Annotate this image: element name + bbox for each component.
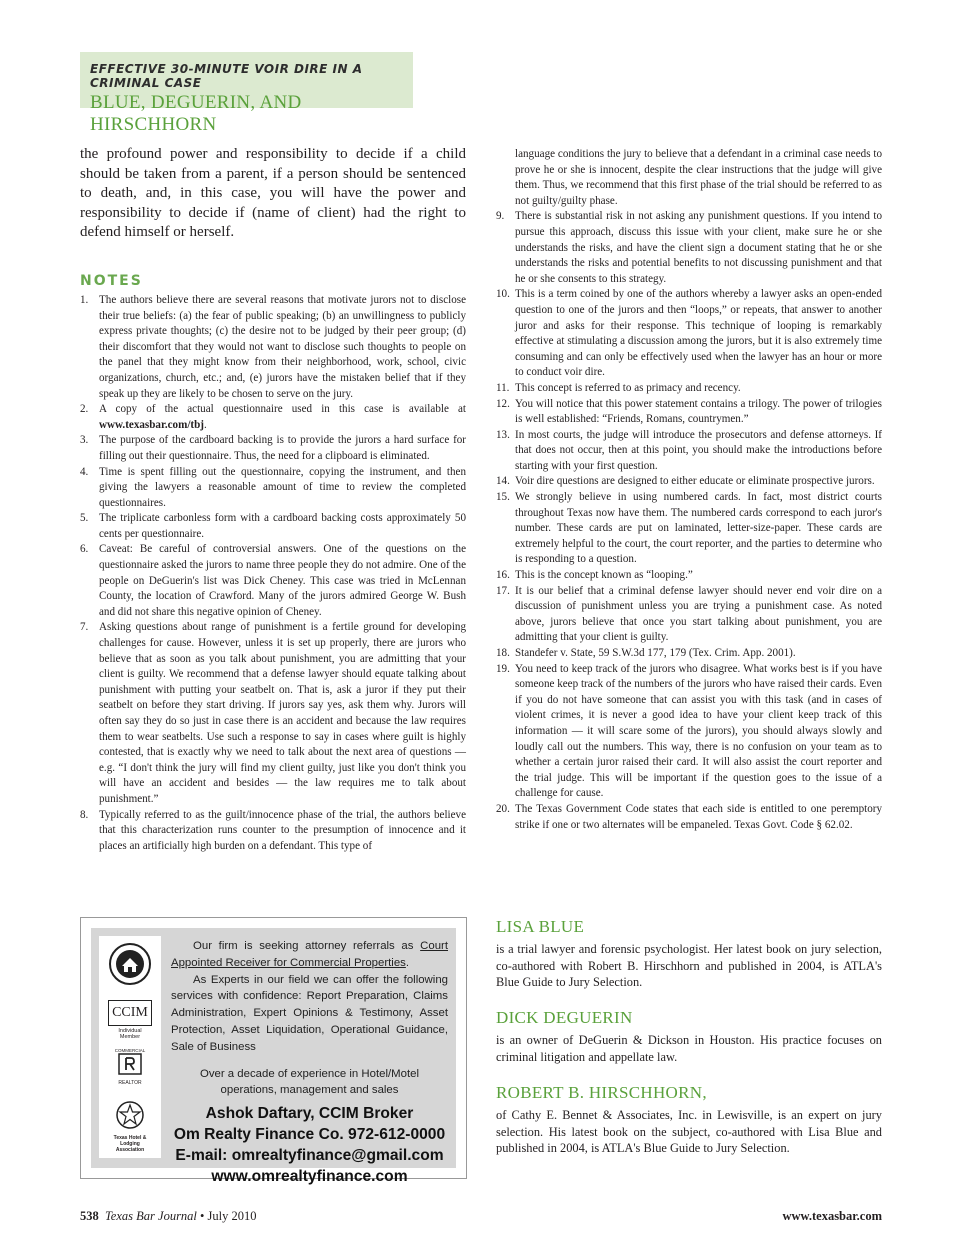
note-text: This concept is referred to as primacy and recency. xyxy=(515,381,741,394)
note-text: You will notice that this power statement contains a trilogy. The power of trilogies is well established: “Friends, Romans, countrymen.” xyxy=(515,397,882,426)
note-number: 11. xyxy=(496,381,510,394)
note-item xyxy=(496,428,882,475)
note-text: Time is spent filling out the questionnaire, copying the instrument, and then giving the lawyers a reasonable amount of time to review the completed questionnaires. xyxy=(99,465,466,509)
note-text: Caveat: Be careful of controversial answers. One of the questions on the questionnaire asked the jurors to name three people they do not admire. One of the people on DeGuerin's list was Dick Cheney. This case was tried in McLennan County, the location of Crawford. Many of the jurors admired George W. Bush and did not share this negative opinion of Cheney. xyxy=(99,543,466,618)
questionnaire-link[interactable]: www.texasbar.com/tbj xyxy=(99,418,204,431)
note-text: There is substantial risk in not asking any punishment questions. If you intend to pursue this approach, discuss this issue with your client, make sure he or she understands the risks, and have the client sign a document stating that he or she understands the risks and potential benefits to not discussing punishment and that he or she consents to this strategy. xyxy=(515,210,882,285)
note-number: 15. xyxy=(496,491,510,504)
bio-dick-deguerin xyxy=(496,1008,882,1065)
note-number: 3. xyxy=(80,434,89,447)
ad-broker-name: Ashok Daftary, CCIM Broker xyxy=(205,1105,414,1123)
article-kicker: EFFECTIVE 30-MINUTE VOIR DIRE IN A CRIMINAL CASE xyxy=(90,62,363,90)
notes-heading: NOTES xyxy=(80,272,143,289)
note-number: 4. xyxy=(80,465,89,478)
note-item xyxy=(496,381,882,397)
right-column xyxy=(496,147,882,833)
note-text: You need to keep track of the jurors who disagree. What works best is if you have someone keep track of the numbers of the jurors who have raised their cards. Even if you do not have someone that can assist you with this task (and in cases of violent crimes, it is never a good idea to have your client keep track of this information — it will scare some of the jurors), you should always slowly and loudly call out the numbers. This way, there is no confusion on your team as to whether a certain juror raised their card. It will also assist the court reporter and the trial judge. This will be important if the question goes to the issue of a challenge for cause. xyxy=(515,662,882,800)
receiver-link[interactable]: Court Appointed Receiver for Commercial Properties xyxy=(171,940,448,969)
ad-company-phone: Om Realty Finance Co. 972-612-0000 xyxy=(173,1126,446,1144)
note-number: 13. xyxy=(496,428,510,441)
ad-experience-line: Over a decade of experience in Hotel/Motel operations, management and sales xyxy=(199,1067,420,1097)
page-footer-left: 538 Texas Bar Journal • July 2010 xyxy=(80,1209,257,1223)
bio-name: DICK DEGUERIN xyxy=(496,1008,633,1027)
ccim-logo xyxy=(108,1000,152,1040)
note-number: 10. xyxy=(496,288,510,301)
notes-list-right xyxy=(496,209,882,833)
page-number: 538 xyxy=(80,1209,99,1223)
ad-referral-paragraph: Our firm is seeking attorney referrals as Court Appointed Receiver for Commercial Properties. xyxy=(171,940,448,969)
note-item xyxy=(80,293,466,402)
article-authors: BLUE, DEGUERIN, AND HIRSCHHORN xyxy=(90,92,302,135)
bio-text: is a trial lawyer and forensic psychologist. Her latest book on jury selection, co-authored with Robert B. Hirschhorn and published in 2004, is ATLA's Blue Guide to Jury Selection. xyxy=(496,942,882,989)
note-text: We strongly believe in using numbered cards. In fact, most district courts throughout Texas now have them. The numbered cards correspond to each juror's number. These cards are put on laminated, letter-size-paper. These cards are extremely helpful to the court, the court reporter, and the parties to determine who is responding to a question. xyxy=(515,491,882,566)
note-text: Typically referred to as the guilt/innocence phase of the trial, the authors believe that this characterization runs counter to the presumption of innocence and it places an artificially high burden on a defendant. This type of xyxy=(99,808,466,852)
note-text: The authors believe there are several reasons that motivate jurors not to disclose their true beliefs: (a) the fear of public speaking; (b) an unwillingness to publicly express private thoughts; (c) the desire not to be judged by their peer group; (d) their discomfort that they would not want to disclose such thoughts to people on the panel that they might know from their neighborhood, work, school, civic organizations, church, etc.; and, (e) jurors have the mistaken belief that if they speak up they are likely to be chosen to serve on the jury. xyxy=(99,293,466,400)
note-item xyxy=(496,474,882,490)
bio-name: LISA BLUE xyxy=(496,917,585,936)
ad-copy xyxy=(171,938,448,1187)
journal-name: Texas Bar Journal xyxy=(105,1209,197,1223)
footer-url[interactable]: www.texasbar.com xyxy=(782,1209,882,1223)
bio-text: is an owner of DeGuerin & Dickson in Houston. His practice focuses on criminal litigation and appellate law. xyxy=(496,1033,882,1064)
note-item xyxy=(80,620,466,807)
note-text: In most courts, the judge will introduce the prosecutors and defense attorneys. If that does not occur, then at this point, you should make the introductions before starting with your first question. xyxy=(515,428,882,472)
left-column xyxy=(80,145,466,854)
ad-email[interactable]: E-mail: omrealtyfinance@gmail.com xyxy=(175,1147,444,1165)
realtor-logo xyxy=(108,1048,152,1086)
note-item xyxy=(80,542,466,620)
note-text: The purpose of the cardboard backing is to provide the jurors a hard surface for filling out their questionnaire. Thus, the need for a clipboard is eliminated. xyxy=(99,434,466,462)
article-header xyxy=(80,52,413,135)
realtor-label: REALTOR xyxy=(118,1080,142,1086)
note-item xyxy=(496,802,882,833)
ccim-wordmark: CCIM xyxy=(108,1000,152,1026)
note-number: 18. xyxy=(496,647,510,659)
note-item xyxy=(496,568,882,584)
note-number: 12. xyxy=(496,397,510,410)
note-number: 17. xyxy=(496,584,510,597)
note-number: 8. xyxy=(80,808,89,821)
note-item: 2. A copy of the actual questionnaire used in this case is available at www.texasbar.com/tbj. xyxy=(80,403,466,431)
bio-name: ROBERT B. HIRSCHHORN, xyxy=(496,1083,707,1102)
issue-date: July 2010 xyxy=(207,1209,257,1223)
note-number: 14. xyxy=(496,475,510,488)
note-text: The triplicate carbonless form with a cardboard backing costs approximately 50 cents per questionnaire. xyxy=(99,512,466,540)
bio-lisa-blue xyxy=(496,917,882,991)
bio-text: of Cathy E. Bennet & Associates, Inc. in Lewisville, is an expert on jury selection. His latest book on the subject, co-authored with Lisa Blue and published in 2004, is ATLA's Blue Guide to Jury Selection. xyxy=(496,1108,882,1155)
bio-robert-hirschhorn xyxy=(496,1083,882,1157)
note-text: It is our belief that a criminal defense lawyer should never end voir dire on a discussion of punishment unless you are trying a punishment case. As noted above, jurors believe that once you start talking about punishment, you are admitting that your client is guilty. xyxy=(515,584,882,644)
star-seal-icon xyxy=(115,1100,145,1130)
note-text: A copy of the actual questionnaire used in this case is available at xyxy=(99,403,466,416)
note-number: 5. xyxy=(80,512,89,525)
note-number: 7. xyxy=(80,621,89,634)
note-item xyxy=(496,490,882,568)
ad-panel xyxy=(91,928,456,1186)
house-seal-logo xyxy=(108,942,152,991)
note-item xyxy=(496,209,882,287)
note-item xyxy=(80,808,466,855)
ad-logos xyxy=(99,936,161,1158)
note-number: 9. xyxy=(496,210,505,223)
note-item xyxy=(80,433,466,464)
note-number: 1. xyxy=(80,293,89,306)
note-item xyxy=(80,465,466,512)
note-text: This is a term coined by one of the authors whereby a lawyer asks an open-ended question to one of the jurors and then “loops,” or repeats, that answer to another juror and asks for their response. This technique of looping is remarkably effective at stimulating a discussion among the jurors, but it is also extremely time consuming and can only be effectively used when the lawyer has an hour or more to conduct voir dire. xyxy=(515,288,882,379)
thla-label: Texas Hotel & Lodging Association xyxy=(113,1135,147,1153)
note-item xyxy=(496,584,882,646)
note-item xyxy=(496,646,882,662)
note-number: 2. xyxy=(80,403,89,416)
note-item xyxy=(496,662,882,802)
notes-list-left xyxy=(80,293,466,854)
note-number: 6. xyxy=(80,543,89,556)
realtor-top-label: COMMERCIAL xyxy=(114,1048,146,1053)
ad-services-paragraph: As Experts in our field we can offer the following services with confidence: Report Preparation, Claims Administration, Expert Opinions & Testimony, Asset Protection, Asset Liquidation, Operational Guidance, Sale of Business xyxy=(171,973,448,1053)
note-number: 19. xyxy=(496,662,510,675)
note-text: Asking questions about range of punishment is a fertile ground for developing challenges for cause. However, unless it is set up properly, there are jurors who believe that as soon as you talk about punishment, you are admitting that your client is guilty. We recommend that a defense lawyer should equate talking about punishment with putting your seatbelt on. That is, ask a juror if they put their seatbelt on before they start driving. If jurors say yes, ask them why. Jurors will often say they do so just in case there is an accident and because the law requires them to wear seatbelts. Use such a response to say in cases where guilt is highly contested, that is exactly why we need to talk about the next area of questions — e.g. “I don't think the jury will find my client guilty, just like you don't think you will have an accident and besides — the law requires me to talk about punishment.” xyxy=(99,621,466,805)
advertisement xyxy=(80,917,467,1186)
note-text: This is the concept known as “looping.” xyxy=(515,569,693,582)
note-number: 20. xyxy=(496,802,510,815)
note-text: The Texas Government Code states that each side is entitled to one peremptory strike if one or two alternates will be empaneled. Texas Govt. Code § 62.02. xyxy=(515,802,882,831)
note-number: 16. xyxy=(496,569,510,582)
intro-paragraph: the profound power and responsibility to decide if a child should be taken from a parent, if a person should be sentenced to death, and, in this case, you will have the power and responsibility to decide if (name of client) had the right to defend himself or herself. xyxy=(80,146,466,241)
note-8-continuation: language conditions the jury to believe that a defendant in a criminal case needs to prove he or she is innocent, despite the clear instructions that the judge will give them. Thus, we recommend that this first phase of the trial should be referred to as not guilty/guilty phase. xyxy=(515,148,882,207)
ccim-member-label: Individual Member xyxy=(118,1028,142,1040)
note-text: Standefer v. State, 59 S.W.3d 177, 179 (Tex. Crim. App. 2001). xyxy=(515,647,796,659)
note-item xyxy=(80,511,466,542)
note-text: Voir dire questions are designed to either educate or eliminate prospective jurors. xyxy=(515,475,875,488)
thla-logo xyxy=(108,1100,152,1153)
note-item xyxy=(496,287,882,381)
note-item xyxy=(496,397,882,428)
ad-website[interactable]: www.omrealtyfinance.com xyxy=(211,1168,408,1186)
realtor-r-icon xyxy=(118,1053,142,1075)
